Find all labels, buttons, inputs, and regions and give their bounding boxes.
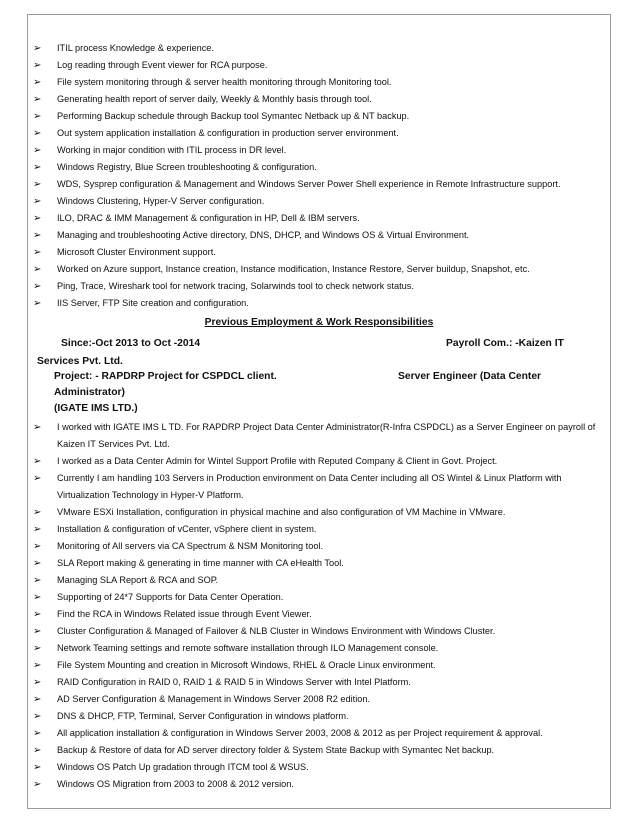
arrow-bullet-icon: ➢ bbox=[33, 745, 42, 756]
list-item: ➢ Find the RCA in Windows Related issue through Event Viewer. bbox=[32, 606, 602, 623]
list-item: ➢ Out system application installation & configuration in production server environment. bbox=[33, 128, 399, 139]
list-item: ➢ RAID Configuration in RAID 0, RAID 1 & RAID 5 in Windows Server with Intel Platform. bbox=[32, 674, 602, 691]
payroll-company-continued: Services Pvt. Ltd. bbox=[37, 356, 123, 367]
list-item: ➢ VMware ESXi Installation, configuration in physical machine and also configuration of VM Machine in VMware. bbox=[32, 504, 602, 521]
duties-list bbox=[32, 419, 602, 793]
list-item: ➢ Backup & Restore of data for AD server directory folder & System State Backup with Symantec Net backup. bbox=[32, 742, 602, 759]
list-item: ➢ Windows OS Patch Up gradation through ITCM tool & WSUS. bbox=[32, 759, 602, 776]
list-item: ➢ Working in major condition with ITIL process in DR level. bbox=[33, 145, 287, 156]
section-heading: Previous Employment & Work Responsibilities bbox=[204, 317, 434, 328]
list-item: ➢ Network Teaming settings and remote software installation through ILO Management console. bbox=[32, 640, 602, 657]
list-item: ➢ Managing SLA Report & RCA and SOP. bbox=[32, 572, 602, 589]
arrow-bullet-icon: ➢ bbox=[33, 179, 42, 190]
client-name: (IGATE IMS LTD.) bbox=[54, 403, 138, 414]
list-item: ➢ ILO, DRAC & IMM Management & configuration in HP, Dell & IBM servers. bbox=[33, 213, 360, 224]
arrow-bullet-icon: ➢ bbox=[33, 456, 42, 467]
arrow-bullet-icon: ➢ bbox=[33, 247, 42, 258]
arrow-bullet-icon: ➢ bbox=[33, 60, 42, 71]
list-item: ➢ Windows Registry, Blue Screen troubleshooting & configuration. bbox=[33, 162, 317, 173]
arrow-bullet-icon: ➢ bbox=[33, 111, 42, 122]
arrow-bullet-icon: ➢ bbox=[33, 230, 42, 241]
list-item: ➢ Windows Clustering, Hyper-V Server configuration. bbox=[33, 196, 265, 207]
list-item: ➢ Currently I am handling 103 Servers in Production environment on Data Center including all OS Wintel & Linux Platform with Virtualization Technology in Hyper-V Platform. bbox=[32, 470, 602, 504]
arrow-bullet-icon: ➢ bbox=[33, 77, 42, 88]
project-name: Project: - RAPDRP Project for CSPDCL client. bbox=[54, 371, 277, 382]
list-item: ➢ AD Server Configuration & Management in Windows Server 2008 R2 edition. bbox=[32, 691, 602, 708]
arrow-bullet-icon: ➢ bbox=[33, 128, 42, 139]
list-item: ➢ Windows OS Migration from 2003 to 2008 & 2012 version. bbox=[32, 776, 602, 793]
list-item: ➢ Cluster Configuration & Managed of Failover & NLB Cluster in Windows Environment with Windows Cluster. bbox=[32, 623, 602, 640]
list-item: ➢ All application installation & configuration in Windows Server 2003, 2008 & 2012 as per Project requirement & approval. bbox=[32, 725, 602, 742]
arrow-bullet-icon: ➢ bbox=[33, 541, 42, 552]
list-item: ➢ I worked with IGATE IMS L TD. For RAPDRP Project Data Center Administrator(R-Infra CSPDCL) as a Server Engineer on payroll of Kaizen IT Services Pvt. Ltd. bbox=[32, 419, 602, 453]
arrow-bullet-icon: ➢ bbox=[33, 196, 42, 207]
list-item: ➢ Microsoft Cluster Environment support. bbox=[33, 247, 216, 258]
list-item: ➢ Supporting of 24*7 Supports for Data Center Operation. bbox=[32, 589, 602, 606]
list-item: ➢ WDS, Sysprep configuration & Management and Windows Server Power Shell experience in Remote Infrastructure support. bbox=[33, 179, 561, 190]
arrow-bullet-icon: ➢ bbox=[33, 660, 42, 671]
arrow-bullet-icon: ➢ bbox=[33, 711, 42, 722]
arrow-bullet-icon: ➢ bbox=[33, 609, 42, 620]
list-item: ➢ Worked on Azure support, Instance creation, Instance modification, Instance Restore, Server buildup, Snapshot, etc. bbox=[33, 264, 530, 275]
arrow-bullet-icon: ➢ bbox=[33, 558, 42, 569]
list-item: ➢ Installation & configuration of vCenter, vSphere client in system. bbox=[32, 521, 602, 538]
arrow-bullet-icon: ➢ bbox=[33, 507, 42, 518]
arrow-bullet-icon: ➢ bbox=[33, 94, 42, 105]
arrow-bullet-icon: ➢ bbox=[33, 643, 42, 654]
arrow-bullet-icon: ➢ bbox=[33, 162, 42, 173]
job-role-continued: Administrator) bbox=[54, 387, 125, 398]
list-item: ➢ File system monitoring through & server health monitoring through Monitoring tool. bbox=[33, 77, 392, 88]
arrow-bullet-icon: ➢ bbox=[33, 145, 42, 156]
payroll-company: Payroll Com.: -Kaizen IT bbox=[446, 338, 564, 349]
arrow-bullet-icon: ➢ bbox=[33, 592, 42, 603]
arrow-bullet-icon: ➢ bbox=[33, 575, 42, 586]
list-item: ➢ Managing and troubleshooting Active directory, DNS, DHCP, and Windows OS & Virtual Environment. bbox=[33, 230, 470, 241]
arrow-bullet-icon: ➢ bbox=[33, 626, 42, 637]
list-item: ➢ ITIL process Knowledge & experience. bbox=[33, 43, 214, 54]
list-item: ➢ Log reading through Event viewer for RCA purpose. bbox=[33, 60, 268, 71]
list-item: ➢ DNS & DHCP, FTP, Terminal, Server Configuration in windows platform. bbox=[32, 708, 602, 725]
list-item: ➢ I worked as a Data Center Admin for Wintel Support Profile with Reputed Company & Client in Govt. Project. bbox=[32, 453, 602, 470]
arrow-bullet-icon: ➢ bbox=[33, 213, 42, 224]
employment-period: Since:-Oct 2013 to Oct -2014 bbox=[61, 338, 201, 349]
arrow-bullet-icon: ➢ bbox=[33, 677, 42, 688]
list-item: ➢ Generating health report of server daily, Weekly & Monthly basis through tool. bbox=[33, 94, 372, 105]
arrow-bullet-icon: ➢ bbox=[33, 728, 42, 739]
list-item: ➢ Performing Backup schedule through Backup tool Symantec Netback up & NT backup. bbox=[33, 111, 410, 122]
skills-list bbox=[32, 42, 561, 314]
list-item: ➢ IIS Server, FTP Site creation and configuration. bbox=[33, 298, 249, 309]
arrow-bullet-icon: ➢ bbox=[33, 524, 42, 535]
arrow-bullet-icon: ➢ bbox=[33, 779, 42, 790]
arrow-bullet-icon: ➢ bbox=[33, 43, 42, 54]
arrow-bullet-icon: ➢ bbox=[33, 762, 42, 773]
list-item: ➢ Monitoring of All servers via CA Spectrum & NSM Monitoring tool. bbox=[32, 538, 602, 555]
arrow-bullet-icon: ➢ bbox=[33, 422, 42, 433]
arrow-bullet-icon: ➢ bbox=[33, 264, 42, 275]
list-item: ➢ Ping, Trace, Wireshark tool for network tracing, Solarwinds tool to check network status. bbox=[33, 281, 414, 292]
arrow-bullet-icon: ➢ bbox=[33, 473, 42, 484]
list-item: ➢ File System Mounting and creation in Microsoft Windows, RHEL & Oracle Linux environment. bbox=[32, 657, 602, 674]
arrow-bullet-icon: ➢ bbox=[33, 281, 42, 292]
arrow-bullet-icon: ➢ bbox=[33, 298, 42, 309]
arrow-bullet-icon: ➢ bbox=[33, 694, 42, 705]
job-role: Server Engineer (Data Center bbox=[398, 371, 542, 382]
list-item: ➢ SLA Report making & generating in time manner with CA eHealth Tool. bbox=[32, 555, 602, 572]
